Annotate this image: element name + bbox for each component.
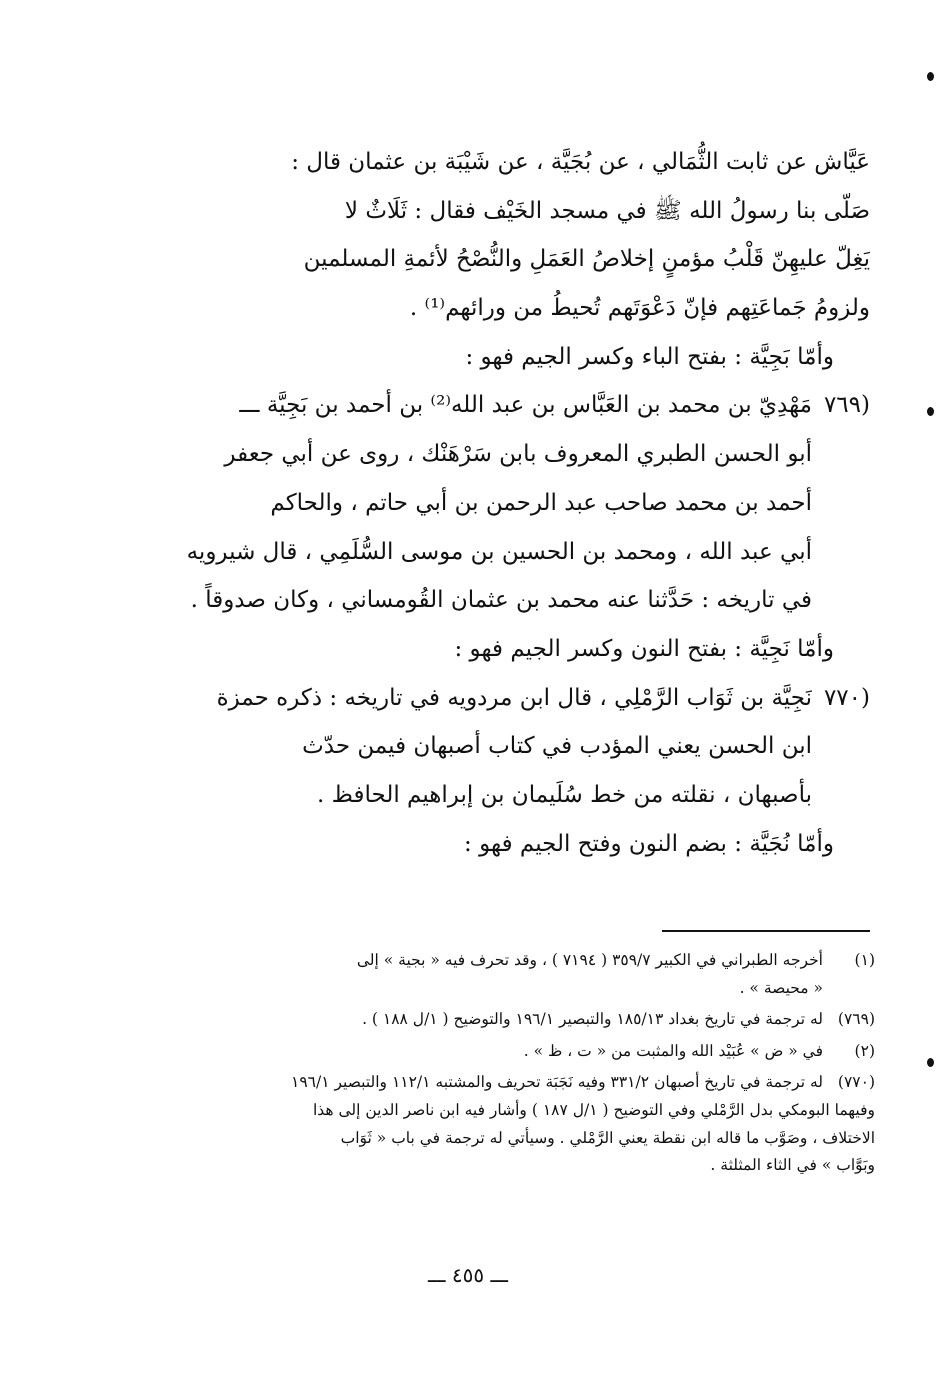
text-line: يَغِلّ عليهِنّ قَلْبُ مؤمنٍ إخلاصُ العَمَلِ والنُّصْحُ لأئمةِ المسلمين	[303, 246, 870, 273]
text-line: عَيَّاش عن ثابت الثُّمَالي ، عن بُجَيَّة ، عن شَيْبَة بن عثمان قال :	[291, 149, 870, 175]
text-line: أحمد بن محمد صاحب عبد الرحمن بن أبي حاتم ، والحاكم	[270, 489, 812, 516]
footnote-line	[130, 1006, 875, 1034]
section-heading-nujayya: وأمّا نُجَيَّة : بضم النون وفتح الجيم فهو :	[464, 830, 834, 857]
footnote-line	[130, 947, 875, 975]
footnote-line: وفيهما البومكي بدل الرَّمْلي وفي التوضيح ( ١/ل ١٨٧ ) وأشار فيه ابن ناصر الدين إلى هذا	[312, 1100, 875, 1119]
footnote-text: له ترجمة في تاريخ أصبهان ٣٣١/٢ وفيه نَجَبَة تحريف والمشتبه ١١٢/١ والتبصير ١٩٦/١	[291, 1073, 823, 1092]
text-line: صَلّى بنا رسولُ الله ﷺ في مسجد الخَيْف فقال : ثَلَاثٌ لا	[344, 197, 870, 224]
text-line: ولزومُ جَماعَتِهم فإنّ دَعْوَتَهم تُحيطُ من ورائهم⁽¹⁾ .	[409, 295, 870, 322]
text-line: بأصبهان ، نقلته من خط سُلَيمان بن إبراهيم الحافظ .	[317, 781, 812, 808]
entry-769	[150, 381, 870, 624]
entry-770	[150, 674, 870, 820]
text-line: أبي عبد الله ، ومحمد بن الحسين بن موسى السُّلَمِي ، قال شيرويه	[186, 538, 812, 565]
section-heading-najiyya: وأمّا نَجِيَّة : بفتح النون وكسر الجيم فهو :	[454, 635, 834, 662]
footnote-separator	[662, 930, 870, 932]
scan-mark	[927, 407, 934, 416]
text-line: ابن الحسن يعني المؤدب في كتاب أصبهان فيمن حدّث	[302, 733, 812, 760]
footnote-text: في « ض » عُبَيْد الله والمثبت من « ت ، ظ » .	[523, 1041, 823, 1060]
footnote-line	[130, 1069, 875, 1097]
footnote-number: (٧٧٠)	[837, 1073, 875, 1092]
footnotes	[130, 947, 875, 1180]
page-number: ـــ ٤٥٥ ـــ	[427, 1263, 509, 1287]
text-line: في تاريخه : حَدَّثنا عنه محمد بن عثمان القُومساني ، وكان صدوقاً .	[190, 587, 812, 614]
entry-text	[150, 674, 812, 820]
text-line: نَجِيَّة بن ثَوَاب الرَّمْلِي ، قال ابن مردويه في تاريخه : ذكره حمزة	[216, 684, 812, 711]
section-heading-bajiyya: وأمّا بَجِيَّة : بفتح الباء وكسر الجيم فهو :	[465, 343, 834, 370]
scan-mark	[927, 72, 934, 81]
main-text	[150, 138, 870, 868]
footnote-line: وبَوَّاب » في الثاء المثلثة .	[710, 1156, 875, 1175]
entry-number: (٧٦٩	[823, 392, 870, 419]
entry-text	[150, 381, 812, 624]
footnote-number: (١)	[854, 951, 875, 969]
entry-number: (٧٧٠	[823, 684, 870, 711]
footnote-line: « محيصة » .	[739, 978, 823, 997]
text-line: أبو الحسن الطبري المعروف بابن سَرْهَنْك ، روى عن أبي جعفر	[224, 441, 812, 468]
footnote-line: الاختلاف ، وصَوَّب ما قاله ابن نقطة يعني الرَّمْلي . وسيأتي له ترجمة في باب « ثَوَاب	[340, 1128, 875, 1147]
footnote-text: أخرجه الطبراني في الكبير ٣٥٩/٧ ( ٧١٩٤ ) ، وقد تحرف فيه « بجية » إلى	[356, 951, 823, 969]
footnote-line	[130, 1038, 875, 1066]
footnote-text: له ترجمة في تاريخ بغداد ١٨٥/١٣ والتبصير ١٩٦/١ والتوضيح ( ١/ل ١٨٨ ) .	[362, 1010, 823, 1029]
text-line: مَهْدِيّ بن محمد بن العَبَّاس بن عبد الله⁽²⁾ بن أحمد بن بَجِيَّة ـــ	[239, 392, 812, 419]
footnote-number: (٧٦٩)	[837, 1010, 875, 1029]
footnote-number: (٢)	[854, 1041, 875, 1060]
scan-mark	[927, 1058, 934, 1067]
